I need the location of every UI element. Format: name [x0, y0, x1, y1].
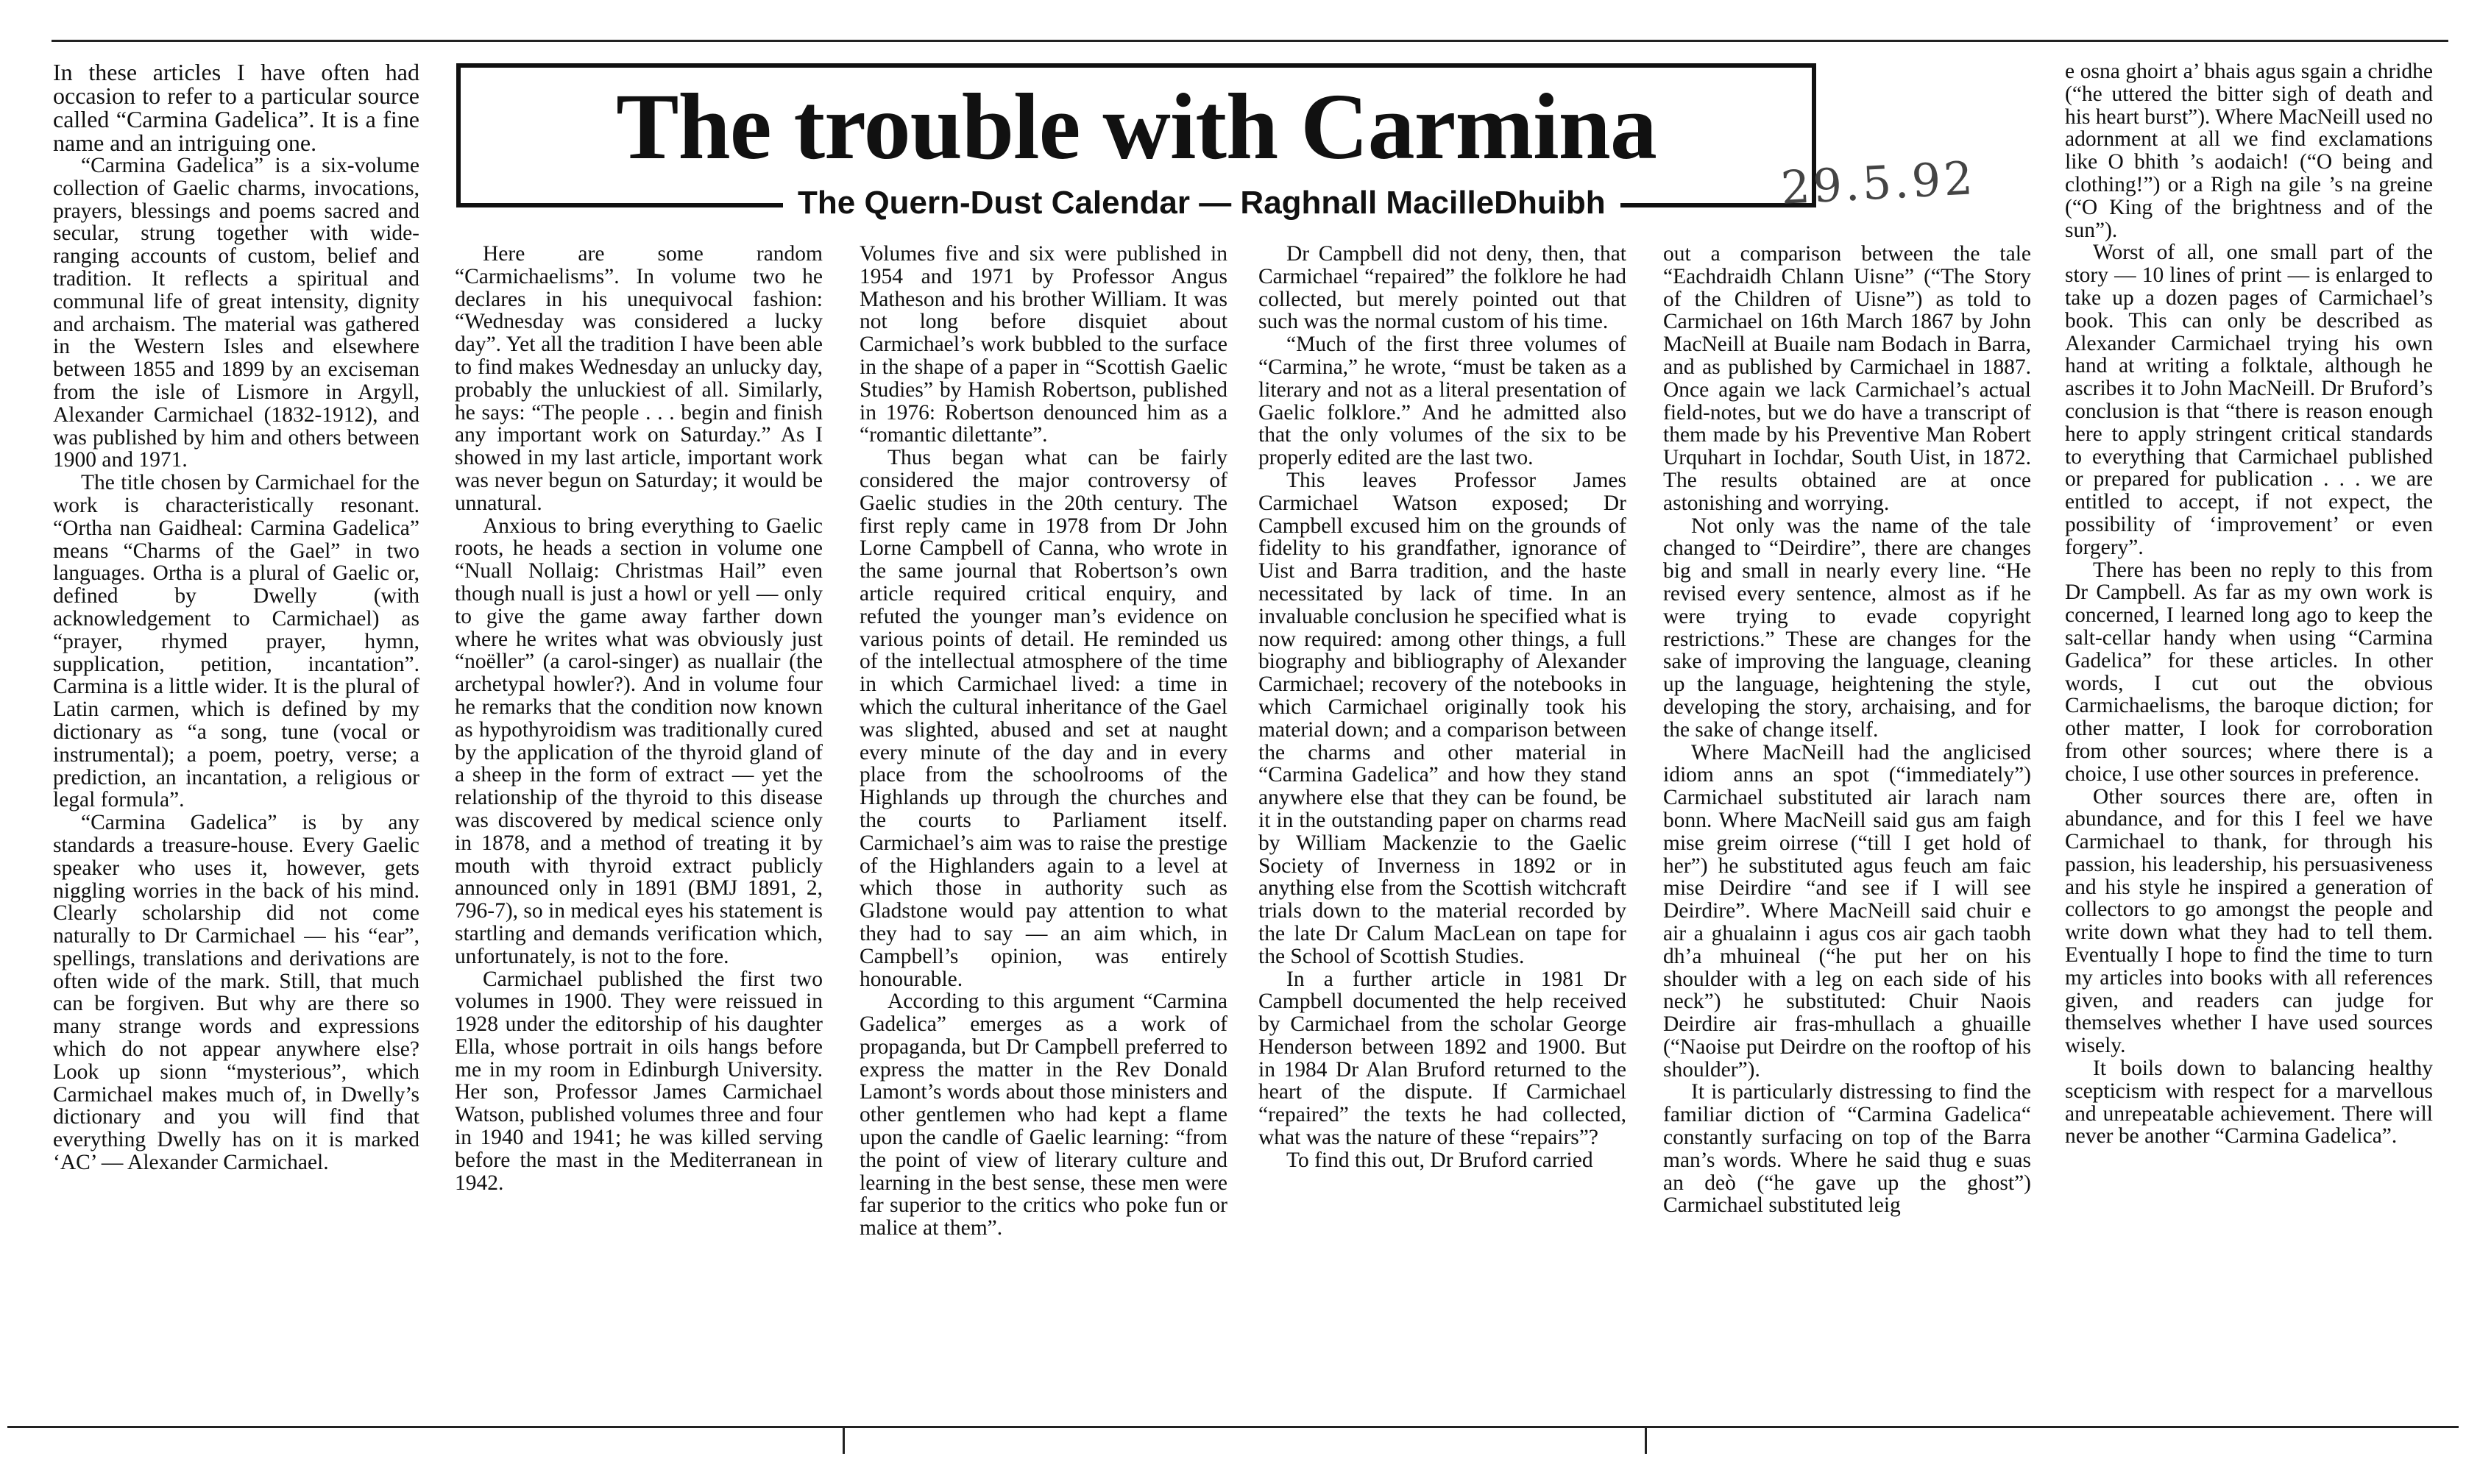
column-paragraph: Here are some random “Carmichaelisms”. In volume two he declares in his unequivocal fashion: “Wednesday was considered a lucky day”. Yet all the tradition I have been able to find makes Wednesday an unlucky day, probably the unluckiest of all. Similarly, he says: “The people . . . begin and finish any important work on Saturday.” As I showed in my last article, important work was never begun on Saturday; it would be unnatural. — [455, 242, 823, 515]
column-paragraph: Not only was the name of the tale changed to “Deirdire”, there are changes big and small in nearly every line. “He revised every sentence, almost as if he were trying to evade copyright restrictions.” These are changes for the sake of improving the language, cleaning up the language, heightening the style, developing the story, archaising, and for the sake of change itself. — [1663, 514, 2031, 742]
column-paragraph: According to this argument “Carmina Gadelica” emerges as a work of propaganda, but Dr Campbell preferred to express the matter in the Rev Donald Lamont’s words about those ministers and other gentlemen who had kept a flame upon the candle of Gaelic learning: “from the point of view of literary culture and learning in the best sense, these men were far superior to the critics who poke fun or malice at them”. — [860, 990, 1227, 1240]
column-1 — [455, 243, 823, 1194]
intro-paragraph: “Carmina Gadelica” is by any standards a treasure-house. Every Gaelic speaker who uses it, however, gets niggling worries in the back of his mind. Clearly scholarship did not come naturally to Dr Carmichael — his “ear”, spellings, translations and derivations are often wide of the mark. Still, that much can be forgiven. But why are there so many strange words and expressions which do not appear anywhere else? Look up sionn “mysterious”, which Carmichael makes much of, in Dwelly’s dictionary and you will find that everything Dwelly has on it is marked ‘AC’ — Alexander Carmichael. — [53, 811, 419, 1175]
column-paragraph: Thus began what can be fairly considered the major controversy of Gaelic studies in the 20th century. The first reply came in 1978 from Dr John Lorne Campbell of Canna, who wrote in the same journal that Robertson’s own article required critical enquiry, and refuted the younger man’s evidence on various points of detail. He reminded us of the intellectual atmosphere of the time in which Carmichael lived: a time in which the cultural inheritance of the Gael was slighted, abused and set at naught every minute of the day and in every place from the schoolrooms of the Highlands up through the churches and the courts to Parliament itself. Carmichael’s aim was to raise the prestige of the Highlanders again to a level at which those in authority such as Gladstone would pay attention to what they had to say — an aim which, in Campbell’s opinion, was entirely honourable. — [860, 446, 1227, 991]
column-3 — [1258, 243, 1626, 1172]
column-4 — [1663, 243, 2031, 1217]
column-paragraph: e osna ghoirt a’ bhais agus sgain a chridhe (“he uttered the bitter sigh of death and his heart burst”). Where MacNeill used no adornment at all we find exclamations like O bhith ’s aodaich! (“O being and clothing!”) or a Righ na gile ’s na greine (“O King of the brightness and of the sun”). — [2065, 60, 2433, 242]
headline: The trouble with Carmina — [616, 74, 1657, 179]
column-2 — [860, 243, 1227, 1240]
handwritten-date: 29.5.92 — [1779, 151, 1977, 215]
top-rule — [52, 40, 2448, 42]
column-paragraph: To find this out, Dr Bruford carried — [1286, 1148, 1593, 1172]
column-paragraph: This leaves Professor James Carmichael Watson exposed; Dr Campbell excused him on the grounds of fidelity to his grandfather, ignorance of Uist and Barra tradition, and the haste necessitated by lack of time. In an invaluable conclusion he specified what is now required: among other things, a full biography and bibliography of Alexander Carmichael; recovery of the notebooks in which Carmichael originally took his material down; and a comparison between the charms and other material in “Carmina Gadelica” and how they stand anywhere else that they can be found, be it in the outstanding paper on charms read by William Mackenzie to the Gaelic Society of Inverness in 1892 or in anything else from the Scottish witchcraft trials down to the material recorded by the late Dr Calum MacLean on tape for the School of Scottish Studies. — [1258, 468, 1626, 968]
intro-paragraph: The title chosen by Carmichael for the work is characteristically resonant. “Ortha nan Gaidheal: Carmina Gadelica” means “Charms of the Gael” in two languages. Ortha is a plural of Gaelic or, defined by Dwelly (with acknowledgement to Carmichael) as “prayer, rhymed prayer, hymn, supplication, petition, incantation”. Carmina is a little wider. It is the plural of Latin carmen, which is defined by my dictionary as “a song, tune (vocal or instrumental); a poem, poetry, verse; a prediction, an incantation, a religious or legal formula”. — [53, 471, 419, 812]
strapline: The Quern-Dust Calendar — Raghnall MacilleDhuibh — [783, 182, 1620, 224]
column-paragraph: In a further article in 1981 Dr Campbell documented the help received by Carmichael from the scholar George Henderson between 1892 and 1900. But in 1984 Dr Alan Bruford returned to the heart of the dispute. If Carmichael “repaired” the texts he had collected, what was the nature of these “repairs”? — [1258, 967, 1626, 1150]
intro-column — [53, 60, 419, 1174]
column-paragraph: Where MacNeill had the anglicised idiom anns an spot (“immediately”) Carmichael substituted air larach nam bonn. Where MacNeill said gus am faigh mise greim oirrese (“till I get hold of her”) he substituted agus feuch am faic mise Deirdire “and see if I will see Deirdire”. Where MacNeill said chuir e air a ghualainn i agus cos air gach taobh dh’a mhuineal (“he put her on his shoulder with a leg on each side of his neck”) he substituted: Chuir Naois Deirdire air fras-mhullach a ghuaille (“Naoise put Deirdre on the rooftop of his shoulder”). — [1663, 740, 2031, 1082]
column-paragraph: It boils down to balancing healthy scepticism with respect for a marvellous and unrepeatable achievement. There will never be another “Carmina Gadelica”. — [2065, 1057, 2433, 1148]
intro-paragraph: “Carmina Gadelica” is a six-volume collection of Gaelic charms, invocations, prayers, blessings and poems sacred and secular, strung together with wide-ranging accounts of custom, belief and tradition. It reflects a spiritual and communal life of great intensity, dignity and archaism. The material was gathered in the Western Isles and elsewhere between 1855 and 1899 by an exciseman from the isle of Lismore in Argyll, Alexander Carmichael (1832-1912), and was published by him and others between 1900 and 1971. — [53, 154, 419, 472]
column-paragraph: Worst of all, one small part of the story — 10 lines of print — is enlarged to take up a dozen pages of Carmichael’s book. This can only be described as Alexander Carmichael trying his own hand at writing a folktale, although he ascribes it to John MacNeill. Dr Bruford’s conclusion is that “there is reason enough here to apply stringent critical standards to everything that Carmichael published or prepared for publication . . . we are entitled to accept, if not expect, the possibility of ‘improvement’ or even forgery”. — [2065, 241, 2433, 559]
column-paragraph: Anxious to bring everything to Gaelic roots, he heads a section in volume one “Nuall Nollaig: Christmas Hail” even though nuall is just a howl or yell — only to give the game away farther down where he writes what was obviously just “noëller” (a carol-singer) as nuallair (the archetypal howler?). And in volume four he remarks that the condition now known as hypothyroidism was traditionally cured by the application of the thyroid gland of a sheep in the form of extract — yet the relationship of the thyroid to this disease was discovered by medical science only in 1878, and a method of treating it by mouth with thyroid extract publicly announced only in 1891 (BMJ 1891, 2, 796-7), so in medical eyes his statement is startling and demands verification which, unfortunately, is not to the fore. — [455, 514, 823, 968]
bottom-rule — [7, 1426, 2459, 1428]
column-paragraph: Carmichael published the first two volumes in 1900. They were reissued in 1928 under the editorship of his daughter Ella, whose portrait in oils hangs before me in my room in Edinburgh University. Her son, Professor James Carmichael Watson, published volumes three and four in 1940 and 1941; he was killed serving before the mast in the Mediterranean in 1942. — [455, 967, 823, 1195]
column-paragraph: There has been no reply to this from Dr Campbell. As far as my own work is concerned, I learned long ago to keep the salt-cellar handy when using “Carmina Gadelica” for these articles. In other words, I cut out the obvious Carmichaelisms, the baroque diction; for other matter, I look for corroboration from other sources; where there is a choice, I use other sources in preference. — [2065, 558, 2433, 786]
bottom-tick — [843, 1427, 845, 1454]
column-paragraph: Dr Campbell did not deny, then, that Carmichael “repaired” the folklore he had collected, but merely pointed out that such was the normal custom of his time. — [1258, 242, 1626, 334]
column-paragraph: It is particularly distressing to find the familiar diction of “Carmina Gadelica“ constantly surfacing on top of the Barra man’s words. Where he said thug e suas an deò (“he gave up the ghost”) Carmichael substituted leig — [1663, 1080, 2031, 1218]
column-paragraph: Other sources there are, often in abundance, and for this I feel we have Carmichael to thank, for through his passion, his leadership, his persuasiveness and his style he inspired a generation of collectors to go amongst the people and write down what they had to tell them. Eventually I hope to find the time to turn my articles into books with all references given, and readers can judge for themselves whether I have used sources wisely. — [2065, 784, 2433, 1058]
bottom-tick — [1645, 1427, 1647, 1454]
column-5 — [2065, 60, 2433, 1148]
column-paragraph: “Much of the first three volumes of “Carmina,” he wrote, “must be taken as a literary and not as a literal presentation of Gaelic folklore.” And he admitted also that the only volumes of the six to be properly edited are the last two. — [1258, 333, 1626, 470]
column-paragraph: Volumes five and six were published in 1954 and 1971 by Professor Angus Matheson and his brother William. It was not long before disquiet about Carmichael’s work bubbled to the surface in the shape of a paper in “Scottish Gaelic Studies” by Hamish Robertson, published in 1976: Robertson denounced him as a “romantic dilettante”. — [860, 242, 1227, 447]
intro-paragraph: In these articles I have often had occasion to refer to a particular source called “Carmina Gadelica”. It is a fine name and an intriguing one. — [53, 59, 419, 156]
column-paragraph: out a comparison between the tale “Eachdraidh Chlann Uisne” (“The Story of the Children of Uisne”) as told to Carmichael on 16th March 1867 by John MacNeill at Buaile nam Bodach in Barra, and as published by Carmichael in 1887. Once again we lack Carmichael’s actual field-notes, but we do have a transcript of them made by his Preventive Man Robert Urquhart in Iochdar, South Uist, in 1872. The results obtained are at once astonishing and worrying. — [1663, 242, 2031, 515]
